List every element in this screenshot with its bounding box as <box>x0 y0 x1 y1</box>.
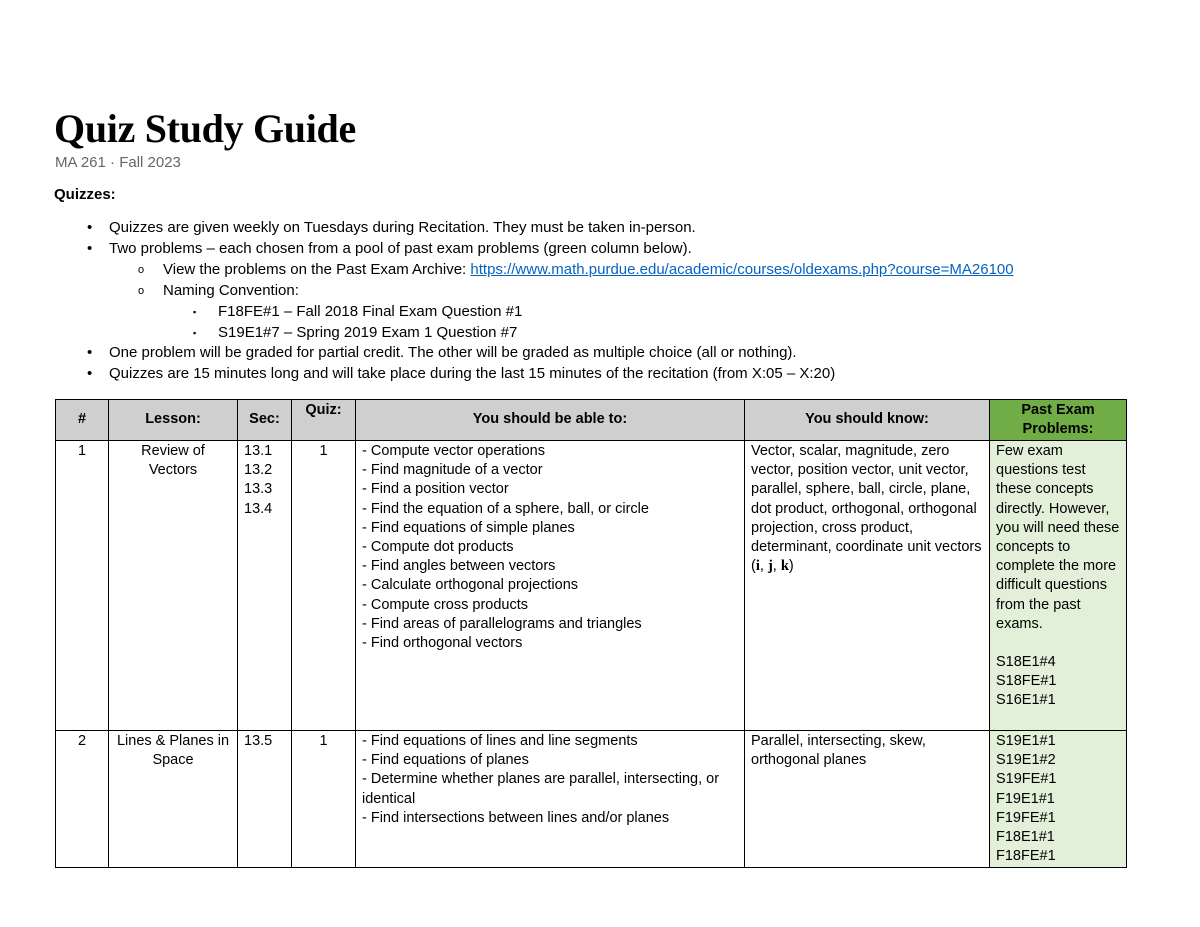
section-number: 13.5 <box>244 733 273 749</box>
past-exam-code: S18FE#1 <box>996 673 1057 690</box>
concepts-cell <box>745 731 990 868</box>
skill-item: - Find angles between vectors <box>362 558 556 575</box>
skill-item: - Find equations of lines and line segments <box>362 733 638 749</box>
lesson-name: Review of Vectors <box>109 441 238 731</box>
unit-vector-j: j <box>767 558 773 575</box>
skill-item: - Find areas of parallelograms and triangles <box>362 615 642 632</box>
section-number: 13.1 <box>244 443 273 459</box>
page-title: Quiz Study Guide <box>54 106 356 151</box>
past-exam-code: S19E1#1 <box>996 733 1056 749</box>
section-list <box>238 441 292 731</box>
list-item: • One problem will be graded for partial credit. The other will be graded as multiple choice (all or nothing). <box>54 343 1174 364</box>
past-exam-code: S19E1#2 <box>996 752 1056 769</box>
past-exam-code: F18FE#1 <box>996 848 1056 865</box>
circle-bullet-icon: o <box>138 263 145 276</box>
bullet-icon: • <box>87 344 93 362</box>
quiz-number: 1 <box>292 441 356 731</box>
skill-item: - Find intersections between lines and/or planes <box>362 809 670 826</box>
lesson-name: Lines & Planes in Space <box>109 731 238 868</box>
table-row <box>56 731 1127 868</box>
skill-item: - Find the equation of a sphere, ball, or circle <box>362 500 649 517</box>
quizzes-heading: Quizzes: <box>54 186 116 203</box>
list-item: • Quizzes are given weekly on Tuesdays during Recitation. They must be taken in-person. <box>54 218 1174 239</box>
skill-item: - Determine whether planes are parallel, intersecting, or identical <box>362 771 720 807</box>
past-exam-code: F19FE#1 <box>996 809 1056 826</box>
skill-item: - Find a position vector <box>362 481 509 498</box>
past-exam-archive-link[interactable]: https://www.math.purdue.edu/academic/courses/oldexams.php?course=MA26100 <box>470 260 1014 278</box>
list-item: ▪ F18FE#1 – Fall 2018 Final Exam Question #1 <box>54 302 1174 323</box>
bullet-icon: • <box>87 239 93 257</box>
skill-item: - Find equations of simple planes <box>362 519 575 536</box>
concepts-text: Parallel, intersecting, skew, orthogonal planes <box>751 733 926 769</box>
skill-item: - Compute vector operations <box>362 443 545 459</box>
past-exam-code: F18E1#1 <box>996 829 1055 846</box>
section-number: 13.3 <box>244 481 273 498</box>
skills-list <box>356 441 745 731</box>
skill-item: - Calculate orthogonal projections <box>362 577 579 594</box>
unit-vector-i: i <box>755 558 760 575</box>
skill-item: - Find orthogonal vectors <box>362 635 523 652</box>
table-header-row <box>56 400 1127 441</box>
past-exam-code: S16E1#1 <box>996 692 1056 709</box>
column-header-quiz: Quiz: <box>292 400 356 441</box>
study-guide-table <box>55 399 1127 868</box>
row-number: 1 <box>56 441 109 731</box>
column-header-past-exam: Past Exam Problems: <box>990 400 1127 441</box>
section-number: 13.2 <box>244 462 273 479</box>
past-exam-code: F19E1#1 <box>996 790 1055 807</box>
past-exam-code: S18E1#4 <box>996 654 1056 671</box>
skill-item: - Compute dot products <box>362 539 514 556</box>
section-list <box>238 731 292 868</box>
unit-vector-k: k <box>780 558 789 575</box>
past-exam-cell <box>990 441 1127 731</box>
row-number: 2 <box>56 731 109 868</box>
past-exam-note: Few exam questions test these concepts directly. However, you will need these concepts to complete the more difficult questions from the past exams. <box>996 443 1120 632</box>
course-subtitle: MA 261 · Fall 2023 <box>55 154 181 171</box>
list-item: • Quizzes are 15 minutes long and will take place during the last 15 minutes of the recitation (from X:05 – X:20) <box>54 364 1174 385</box>
quiz-rules-list <box>54 218 1174 385</box>
quiz-number: 1 <box>292 731 356 868</box>
bullet-icon: • <box>87 219 93 236</box>
section-number: 13.4 <box>244 500 273 517</box>
skill-item: - Find magnitude of a vector <box>362 462 543 479</box>
column-header-section: Sec: <box>238 400 292 441</box>
list-item: o Naming Convention: <box>54 281 1174 302</box>
circle-bullet-icon: o <box>138 284 145 297</box>
concepts-cell: Vector, scalar, magnitude, zero vector, position vector, unit vector, parallel, sphere, ball, circle, plane, dot product, orthogonal, orthogonal projection, cross product, determinant, coordinate unit vectors (i, j, k) <box>745 441 990 731</box>
column-header-lesson: Lesson: <box>109 400 238 441</box>
past-exam-cell <box>990 731 1127 868</box>
square-bullet-icon: ▪ <box>193 327 197 338</box>
column-header-know: You should know: <box>745 400 990 441</box>
square-bullet-icon: ▪ <box>193 306 197 317</box>
skill-item: - Find equations of planes <box>362 752 529 769</box>
column-header-able: You should be able to: <box>356 400 745 441</box>
list-item: ▪ S19E1#7 – Spring 2019 Exam 1 Question #7 <box>54 323 1174 344</box>
past-exam-code: S19FE#1 <box>996 771 1057 788</box>
column-header-number: # <box>56 400 109 441</box>
bullet-icon: • <box>87 365 93 383</box>
list-item: • Two problems – each chosen from a pool of past exam problems (green column below). <box>54 239 1174 260</box>
table-row <box>56 441 1127 731</box>
skills-list <box>356 731 745 868</box>
concepts-text: Vector, scalar, magnitude, zero vector, position vector, unit vector, parallel, sphere, ball, circle, plane, dot product, orthogonal, orthogonal projection, cross product, determinant, coordinate unit vectors ( <box>751 443 982 575</box>
skill-item: - Compute cross products <box>362 596 529 613</box>
list-item: o View the problems on the Past Exam Archive: https://www.math.purdue.edu/academic/courses/oldexams.php?course=MA26100 <box>54 260 1174 281</box>
